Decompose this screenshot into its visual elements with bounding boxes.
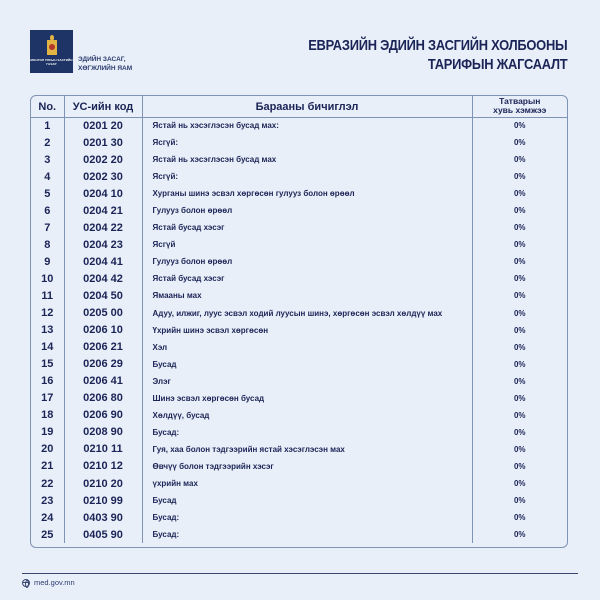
tax-rate: 0%: [513, 121, 526, 131]
hs-code: 0206 21: [64, 339, 142, 356]
product-description: Бусад: [142, 356, 472, 373]
ministry-name-line2: ХӨГЖЛИЙН ЯАМ: [78, 65, 133, 72]
row-number: 18: [31, 407, 64, 424]
hs-code: 0208 90: [64, 424, 142, 441]
hs-code: 0204 10: [64, 185, 142, 202]
row-number: 1: [31, 117, 64, 134]
column-header-no: No.: [31, 96, 64, 117]
product-description: Ясгүй:: [142, 134, 472, 151]
row-number: 7: [31, 219, 64, 236]
product-description: Бусад: [142, 492, 472, 509]
row-number: 22: [31, 475, 64, 492]
page-title-line1: ЕВРАЗИЙН ЭДИЙН ЗАСГИЙН ХОЛБООНЫ: [307, 37, 567, 54]
tax-rate: 0%: [513, 172, 526, 182]
government-logo: [30, 30, 73, 73]
product-description: Бусад:: [142, 424, 472, 441]
table-row: [31, 390, 567, 407]
product-description: Гуя, хаа болон тэдгээрийн ястай хэсэглэсэн мах: [142, 441, 472, 458]
table-row: [31, 253, 567, 270]
table-row: [31, 339, 567, 356]
product-description: Ясгүй: [142, 236, 472, 253]
table-row: [31, 305, 567, 322]
table-row: [31, 322, 567, 339]
hs-code: 0204 41: [64, 253, 142, 270]
row-number: 25: [31, 526, 64, 543]
row-number: 15: [31, 356, 64, 373]
hs-code: 0204 21: [64, 202, 142, 219]
row-number: 9: [31, 253, 64, 270]
column-header-tax-line2: хувь хэмжээ: [493, 105, 547, 116]
product-description: Үхрийн шинэ эсвэл хөргөсөн: [142, 322, 472, 339]
table-row: [31, 168, 567, 185]
table-row: [31, 202, 567, 219]
product-description: Ястай бусад хэсэг: [142, 219, 472, 236]
hs-code: 0206 29: [64, 356, 142, 373]
product-description: Гулууз болон өрөөл: [142, 202, 472, 219]
product-description: Элэг: [142, 373, 472, 390]
hs-code: 0202 30: [64, 168, 142, 185]
row-number: 16: [31, 373, 64, 390]
table-row: [31, 287, 567, 304]
table-row: [31, 407, 567, 424]
table-row: [31, 492, 567, 509]
product-description: Хурганы шинэ эсвэл хөргөсөн гулууз болон өрөөл: [142, 185, 472, 202]
hs-code: 0210 20: [64, 475, 142, 492]
tax-rate: 0%: [513, 308, 526, 318]
tax-rate: 0%: [513, 223, 526, 233]
product-description: үхрийн мах: [142, 475, 472, 492]
product-description: Ясгүй:: [142, 168, 472, 185]
column-header-code: УС-ийн код: [64, 96, 142, 117]
row-number: 14: [31, 339, 64, 356]
table-row: [31, 509, 567, 526]
ministry-name-line1: ЭДИЙН ЗАСАГ,: [78, 56, 126, 63]
hs-code: 0202 20: [64, 151, 142, 168]
table-row: [31, 236, 567, 253]
tax-rate: 0%: [513, 189, 526, 199]
product-description: Бусад:: [142, 509, 472, 526]
column-header-description: Барааны бичиглэл: [142, 96, 472, 117]
product-description: Адуу, илжиг, луус эсвэл ходий луусын шинэ, хөргөсөн эсвэл хөлдүү мах: [142, 305, 472, 322]
tax-rate: 0%: [513, 461, 526, 471]
tax-rate: 0%: [513, 274, 526, 284]
product-description: Ястай нь хэсэглэсэн бусад мах: [142, 151, 472, 168]
table-header-row: [31, 96, 567, 117]
hs-code: 0405 90: [64, 526, 142, 543]
table-row: [31, 185, 567, 202]
row-number: 17: [31, 390, 64, 407]
tax-rate: 0%: [513, 291, 526, 301]
row-number: 10: [31, 270, 64, 287]
product-description: Гулууз болон өрөөл: [142, 253, 472, 270]
table-row: [31, 441, 567, 458]
tax-rate: 0%: [513, 444, 526, 454]
hs-code: 0210 99: [64, 492, 142, 509]
tax-rate: 0%: [513, 496, 526, 506]
table-row: [31, 356, 567, 373]
table-row: [31, 117, 567, 134]
table-row: [31, 270, 567, 287]
row-number: 23: [31, 492, 64, 509]
row-number: 20: [31, 441, 64, 458]
page-title: [308, 36, 567, 74]
row-number: 8: [31, 236, 64, 253]
tariff-table-container: [30, 95, 568, 548]
product-description: Шинэ эсвэл хөргөсөн бусад: [142, 390, 472, 407]
hs-code: 0206 80: [64, 390, 142, 407]
tax-rate: 0%: [513, 479, 526, 488]
row-number: 3: [31, 151, 64, 168]
footer: [22, 578, 75, 587]
hs-code: 0204 23: [64, 236, 142, 253]
table-row: [31, 219, 567, 236]
globe-icon: [22, 579, 30, 587]
hs-code: 0210 12: [64, 458, 142, 475]
table-row: [31, 526, 567, 543]
table-row: [31, 458, 567, 475]
hs-code: 0205 00: [64, 305, 142, 322]
row-number: 4: [31, 168, 64, 185]
row-number: 12: [31, 305, 64, 322]
table-row: [31, 373, 567, 390]
logo-text: МОНГОЛ УЛСЫН ЗАСГИЙН ГАЗАР: [30, 58, 73, 66]
footer-divider: [22, 573, 578, 574]
row-number: 24: [31, 509, 64, 526]
table-row: [31, 134, 567, 151]
product-description: Хэл: [142, 339, 472, 356]
tax-rate: 0%: [513, 393, 526, 403]
tax-rate: 0%: [513, 342, 526, 352]
hs-code: 0201 20: [64, 117, 142, 134]
hs-code: 0206 90: [64, 407, 142, 424]
hs-code: 0204 42: [64, 270, 142, 287]
table-row: [31, 475, 567, 492]
tax-rate: 0%: [513, 427, 526, 437]
tax-rate: 0%: [513, 155, 526, 165]
tax-rate: 0%: [513, 325, 526, 335]
row-number: 21: [31, 458, 64, 475]
column-header-tax-line1: Татварын: [499, 96, 541, 107]
row-number: 11: [31, 287, 64, 304]
row-number: 2: [31, 134, 64, 151]
row-number: 5: [31, 185, 64, 202]
row-number: 6: [31, 202, 64, 219]
hs-code: 0201 30: [64, 134, 142, 151]
tax-rate: 0%: [513, 376, 526, 386]
hs-code: 0206 10: [64, 322, 142, 339]
column-header-tax-rate: [472, 96, 567, 117]
table-row: [31, 151, 567, 168]
product-description: Ямааны мах: [142, 287, 472, 304]
tax-rate: 0%: [513, 206, 526, 216]
tax-rate: 0%: [513, 530, 526, 540]
product-description: Ястай нь хэсэглэсэн бусад мах:: [142, 117, 472, 134]
product-description: Өвчүү болон тэдгээрийн хэсэг: [142, 458, 472, 475]
row-number: 13: [31, 322, 64, 339]
tariff-table: [31, 96, 567, 543]
tax-rate: 0%: [513, 257, 526, 267]
hs-code: 0204 22: [64, 219, 142, 236]
row-number: 19: [31, 424, 64, 441]
product-description: Бусад:: [142, 526, 472, 543]
table-row: [31, 424, 567, 441]
tax-rate: 0%: [513, 513, 526, 523]
tax-rate: 0%: [513, 240, 526, 250]
hs-code: 0206 41: [64, 373, 142, 390]
hs-code: 0204 50: [64, 287, 142, 304]
hs-code: 0403 90: [64, 509, 142, 526]
page-title-line2: ТАРИФЫН ЖАГСААЛТ: [427, 56, 567, 73]
product-description: Ястай бусад хэсэг: [142, 270, 472, 287]
soyombo-emblem-icon: [46, 35, 58, 55]
tax-rate: 0%: [513, 359, 526, 369]
hs-code: 0210 11: [64, 441, 142, 458]
ministry-name: [78, 55, 132, 73]
table-body: [31, 117, 567, 543]
website-link[interactable]: med.gov.mn: [34, 578, 75, 587]
product-description: Хөлдүү, бусад: [142, 407, 472, 424]
tax-rate: 0%: [513, 410, 526, 420]
tax-rate: 0%: [513, 138, 526, 148]
